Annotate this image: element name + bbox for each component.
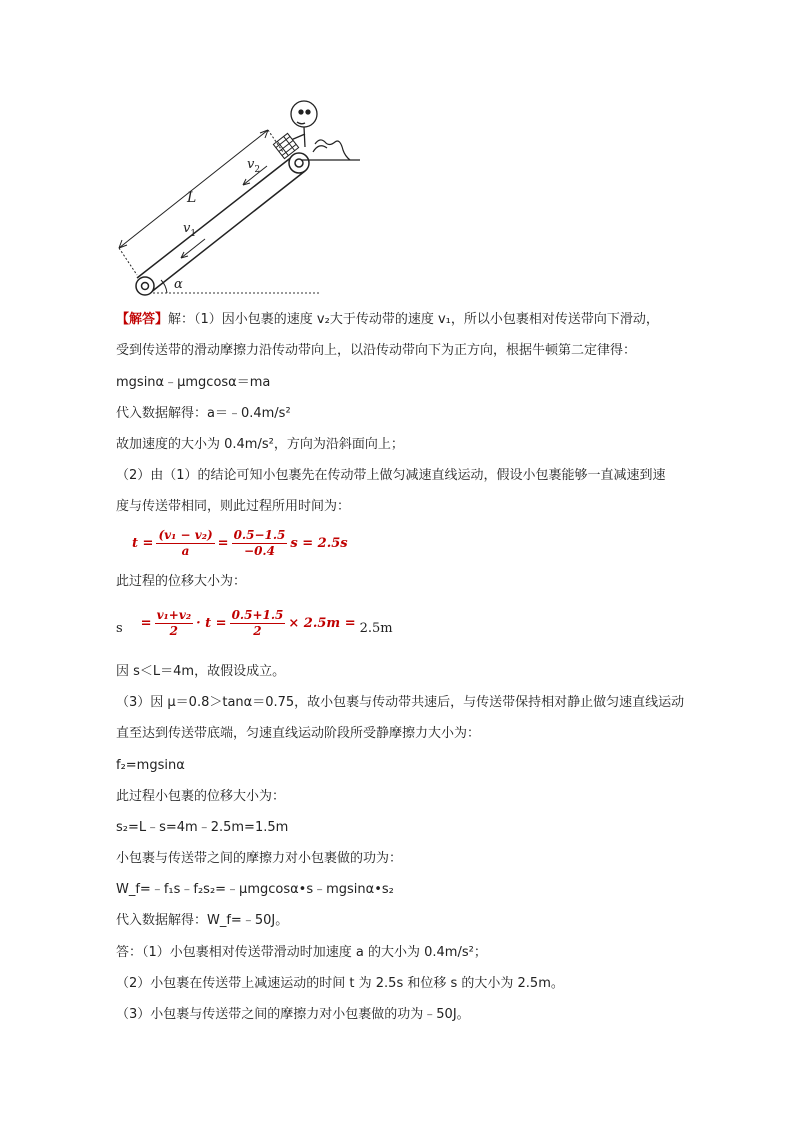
- answer-line-14: s₂=L﹣s=4m﹣2.5m=1.5m: [116, 820, 289, 835]
- eq2-num2: 0.5+1.5: [231, 608, 284, 622]
- answer-line-16: W_f=﹣f₁s﹣f₂s₂=﹣μmgcosα•s﹣mgsinα•s₂: [116, 882, 394, 897]
- eq2-den1: 2: [169, 624, 179, 638]
- answer-line-3: mgsinα﹣μmgcosα＝ma: [116, 375, 271, 390]
- answer-line-5: 故加速度的大小为 0.4m/s²，方向为沿斜面向上；: [116, 437, 404, 452]
- answer-line-4: 代入数据解得：a＝﹣0.4m/s²: [116, 406, 291, 421]
- eq1-fraction-1: [156, 528, 214, 559]
- eq1-den1: a: [181, 544, 190, 558]
- eq2-rhs: × 2.5m =: [288, 615, 356, 631]
- eq1-num2: 0.5−1.5: [233, 528, 286, 542]
- answer-line-8: 此过程的位移大小为：: [116, 574, 247, 589]
- eq2-fraction-2: [230, 608, 286, 639]
- eq1-lhs: t =: [132, 535, 154, 551]
- answer-line-17: 代入数据解得：W_f=﹣50J。: [116, 913, 289, 928]
- label-v1: $v_1$: [183, 221, 197, 239]
- label-alpha: α: [174, 277, 183, 292]
- eq2-prefix: s: [116, 621, 123, 636]
- v1-arrow: [181, 239, 205, 258]
- eq2-result: 2.5m: [359, 621, 393, 636]
- answer-line-7: 度与传送带相同，则此过程所用时间为：: [116, 499, 351, 514]
- answer-line-9: 因 s＜L＝4m，故假设成立。: [116, 664, 286, 679]
- eq2-mid: · t =: [196, 615, 227, 631]
- eq1-rhs: s = 2.5s: [290, 535, 348, 551]
- equation-displacement: [116, 608, 393, 639]
- answer-line-10: （3）因 μ＝0.8＞tanα＝0.75，故小包裹与传动带共速后，与传送带保持相对静止做匀速直线运动: [116, 695, 685, 710]
- answer-text-1: 解：（1）因小包裹的速度 v₂大于传动带的速度 v₁，所以小包裹相对传送带向下滑动，: [168, 312, 659, 327]
- eq2-eq: =: [140, 615, 152, 631]
- answer-tag: 【解答】: [116, 312, 169, 327]
- label-L: L: [187, 190, 197, 206]
- conveyor-diagram: [105, 92, 375, 302]
- conveyor-belt: [136, 153, 309, 295]
- top-platform: [301, 140, 360, 160]
- person-figure: [291, 101, 317, 147]
- answer-line-2: 受到传送带的滑动摩擦力沿传动带向上，以沿传动带向下为正方向，根据牛顿第二定律得：: [116, 343, 637, 358]
- answer-line-13: 此过程小包裹的位移大小为：: [116, 789, 286, 804]
- answer-line-6: （2）由（1）的结论可知小包裹先在传动带上做匀减速直线运动，假设小包裹能够一直减速到速: [116, 468, 666, 483]
- answer-line-19: （2）小包裹在传送带上减速运动的时间 t 为 2.5s 和位移 s 的大小为 2.5m。: [116, 976, 564, 991]
- label-v2: $v_2$: [247, 157, 261, 175]
- eq2-den2: 2: [253, 624, 262, 638]
- answer-line-20: （3）小包裹与传送带之间的摩擦力对小包裹做的功为﹣50J。: [116, 1007, 470, 1022]
- eq1-mid: =: [217, 535, 229, 551]
- eq1-fraction-2: [232, 528, 288, 559]
- answer-line-1: [116, 310, 659, 330]
- answer-line-11: 直至达到传送带底端，匀速直线运动阶段所受静摩擦力大小为：: [116, 726, 481, 741]
- eq2-fraction-1: [155, 608, 194, 639]
- eq1-num1: (v₁ − v₂): [158, 528, 213, 542]
- answer-line-15: 小包裹与传送带之间的摩擦力对小包裹做的功为：: [116, 851, 403, 866]
- answer-line-18: 答：（1）小包裹相对传送带滑动时加速度 a 的大小为 0.4m/s²；: [116, 945, 487, 960]
- equation-time: [132, 528, 348, 559]
- eq1-den2: −0.4: [244, 544, 275, 558]
- eq2-num1: v₁+v₂: [156, 608, 192, 622]
- answer-line-12: f₂=mgsinα: [116, 758, 185, 773]
